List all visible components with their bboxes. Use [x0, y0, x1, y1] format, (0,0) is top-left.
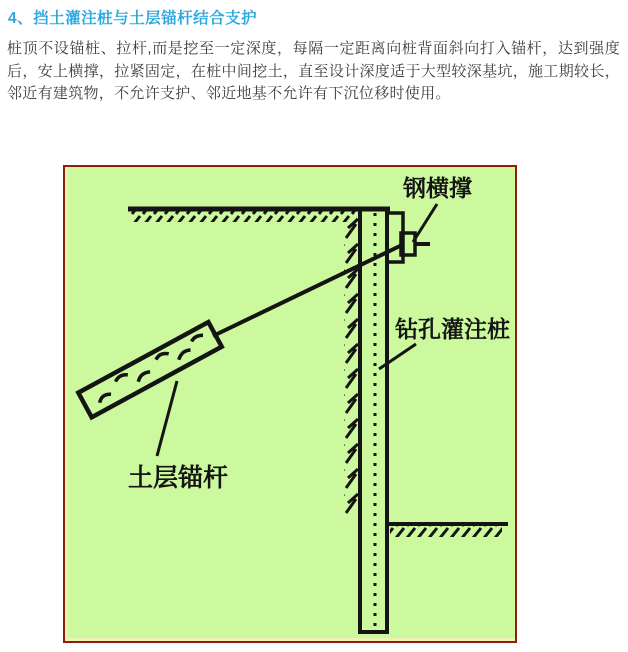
anchor-grout-body — [78, 322, 221, 417]
excavation-face-hatch — [344, 215, 358, 517]
bored-pile — [358, 207, 389, 634]
section-heading: 4、挡土灌注桩与土层锚杆结合支护 — [8, 10, 258, 27]
steel-brace-label: 钢横撑 — [403, 175, 472, 201]
ground-hatch-top — [131, 211, 357, 222]
soil-anchor-leader-line — [157, 381, 177, 456]
steel-brace-bracket — [387, 213, 430, 262]
grout-dash — [136, 371, 151, 382]
grout-dash — [177, 349, 192, 360]
steel-brace-leader-line — [413, 204, 437, 242]
soil-anchor-label: 土层锚杆 — [128, 464, 229, 492]
support-diagram-figure — [63, 165, 517, 643]
ground-surface-excavation-bottom — [387, 524, 508, 537]
grout-dash — [191, 333, 203, 341]
anchor-rod-line — [213, 245, 402, 336]
grout-dash — [98, 392, 112, 402]
body-paragraph: 桩顶不设锚桩、拉杆,而是挖至一定深度，每隔一定距离向桩背面斜向打入锚杆，达到强度后，安上横撑，拉紧固定，在桩中间挖土，直至设计深度适于大型较深基坑，施工期较长，邻近有建筑物，不允许支护、邻近地基不允许有下沉位移时使用。 — [7, 40, 620, 102]
bored-pile-label: 钻孔灌注桩 — [395, 316, 510, 342]
bored-pile-leader-line — [379, 344, 416, 369]
ground-hatch-bottom — [390, 526, 502, 537]
support-diagram-drawing — [65, 167, 515, 641]
